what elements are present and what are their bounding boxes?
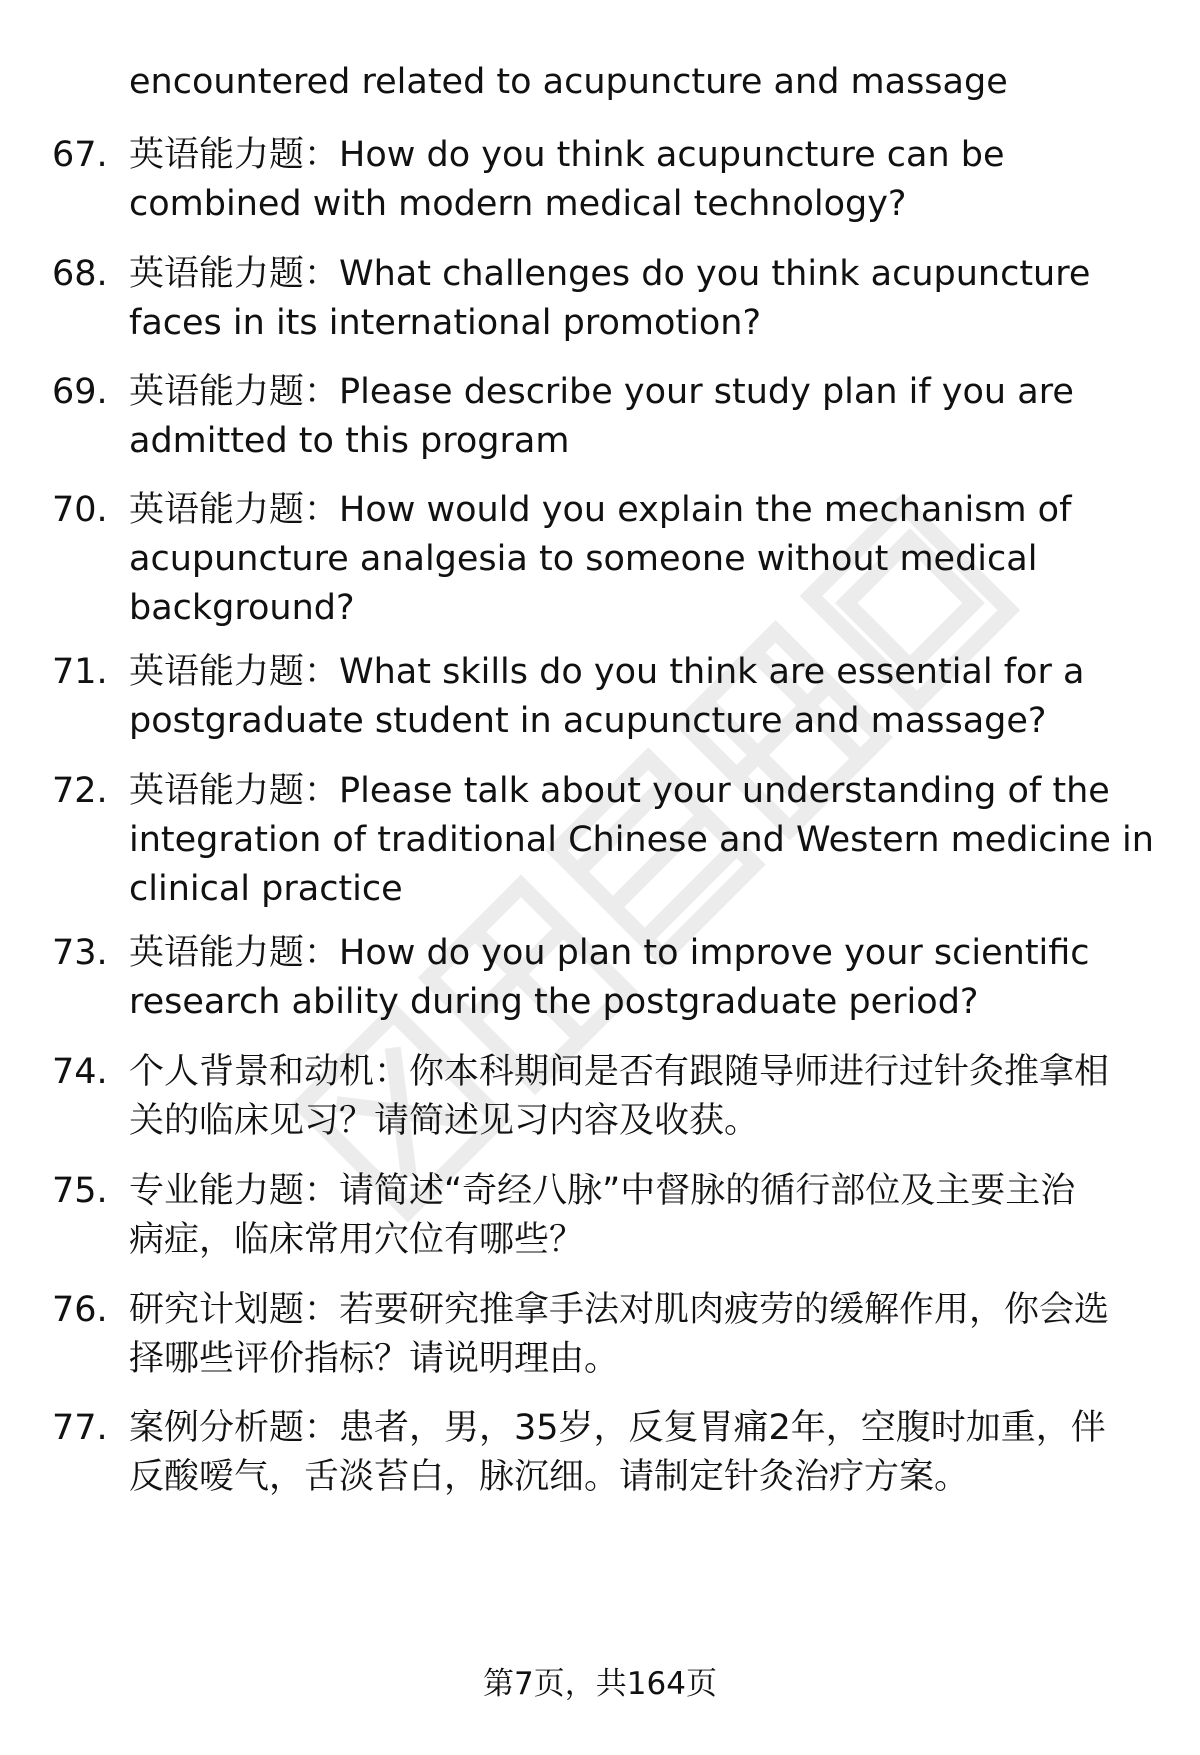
question-line: 研究计划题：若要研究推拿手法对肌肉疲劳的缓解作用，你会选 [129, 1290, 1110, 1330]
question-number: 77. [52, 1408, 108, 1448]
question-line: 英语能力题：How do you think acupuncture can be [129, 135, 1005, 175]
question-text [129, 929, 1144, 1027]
question-number: 72. [52, 771, 108, 811]
question-line: acupuncture analgesia to someone without medical [129, 539, 1038, 579]
page-number-footer: 第7页，共164页 [483, 1666, 717, 1702]
question-line: combined with modern medical technology? [129, 184, 907, 224]
question-line: 关的临床见习？请简述见习内容及收获。 [129, 1101, 760, 1141]
question-text [129, 131, 1144, 229]
question-line: faces in its international promotion? [129, 303, 762, 343]
question-line: 英语能力题：What challenges do you think acupuncture [129, 254, 1091, 294]
question-line: 专业能力题：请简述“奇经八脉”中督脉的循行部位及主要主治 [129, 1171, 1076, 1211]
question-text [129, 1286, 1144, 1384]
question-text [129, 250, 1144, 348]
question-line: clinical practice [129, 869, 403, 909]
question-text [129, 368, 1144, 466]
question-number: 75. [52, 1171, 108, 1211]
question-number: 74. [52, 1052, 108, 1092]
question-line: 个人背景和动机：你本科期间是否有跟随导师进行过针灸推拿相 [129, 1052, 1110, 1092]
question-text [129, 1048, 1144, 1146]
continued-line: encountered related to acupuncture and massage [129, 62, 1008, 102]
question-text [129, 767, 1154, 914]
question-text [129, 648, 1144, 746]
question-line: 英语能力题：How would you explain the mechanism of [129, 490, 1072, 530]
question-line: 英语能力题：Please talk about your understanding of the [129, 771, 1110, 811]
question-line: admitted to this program [129, 421, 570, 461]
question-text [129, 1167, 1144, 1265]
question-line: 英语能力题：How do you plan to improve your scientific [129, 933, 1090, 973]
question-number: 67. [52, 135, 108, 175]
question-line: research ability during the postgraduate period? [129, 982, 979, 1022]
question-line: integration of traditional Chinese and Western medicine in [129, 820, 1154, 860]
question-text [129, 486, 1144, 633]
question-line: 反酸嗳气，舌淡苔白，脉沉细。请制定针灸治疗方案。 [129, 1457, 970, 1497]
question-number: 73. [52, 933, 108, 973]
question-number: 71. [52, 652, 108, 692]
question-number: 69. [52, 372, 108, 412]
question-line: 案例分析题：患者，男，35岁，反复胃痛2年，空腹时加重，伴 [129, 1408, 1106, 1448]
question-line: 病症，临床常用穴位有哪些？ [129, 1220, 585, 1260]
question-line: 英语能力题：What skills do you think are essential for a [129, 652, 1085, 692]
question-line: postgraduate student in acupuncture and massage? [129, 701, 1047, 741]
question-number: 76. [52, 1290, 108, 1330]
question-number: 68. [52, 254, 108, 294]
question-line: background? [129, 588, 355, 628]
question-number: 70. [52, 490, 108, 530]
question-line: 英语能力题：Please describe your study plan if you are [129, 372, 1074, 412]
question-line: 择哪些评价指标？请说明理由。 [129, 1339, 620, 1379]
question-text [129, 1404, 1144, 1502]
